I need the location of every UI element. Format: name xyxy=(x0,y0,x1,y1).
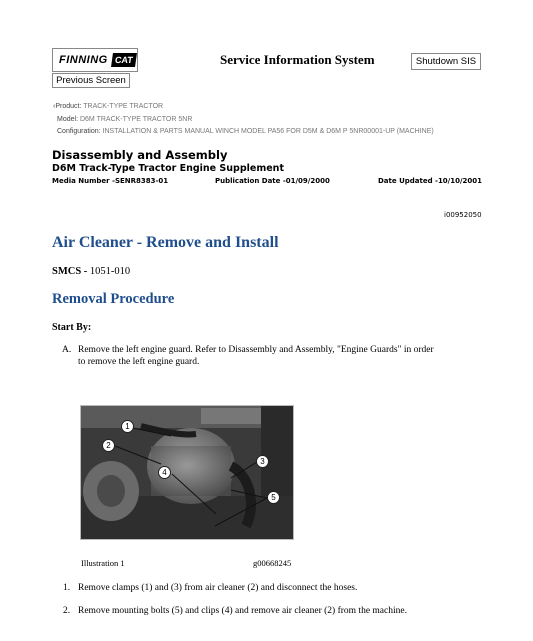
removal-procedure-heading: Removal Procedure xyxy=(52,291,175,307)
page-title: Service Information System xyxy=(220,52,375,67)
previous-screen-button[interactable]: Previous Screen xyxy=(52,73,130,88)
callout-2: 2 xyxy=(102,439,115,452)
media-number: Media Number -SENR8383-01 xyxy=(52,177,169,185)
step-1-text: Remove clamps (1) and (3) from air cleaner (2) and disconnect the hoses. xyxy=(78,583,358,593)
illustration-photo xyxy=(80,405,294,540)
finning-cat-logo xyxy=(52,48,138,72)
step-a-line2: to remove the left engine guard. xyxy=(78,357,200,367)
procedure-heading: Air Cleaner - Remove and Install xyxy=(52,234,279,251)
illustration-label: Illustration 1 xyxy=(81,558,125,568)
model-value: D6M TRACK-TYPE TRACTOR 5NR xyxy=(79,116,193,123)
illustration-id: g00668245 xyxy=(253,558,292,568)
product-label: Product: xyxy=(55,103,82,110)
step-2-marker: 2. xyxy=(63,606,71,616)
step-a-line1: Remove the left engine guard. Refer to Disassembly and Assembly, "Engine Guards" in order xyxy=(78,345,434,355)
smcs-line xyxy=(52,266,130,277)
section-title: Disassembly and Assembly xyxy=(52,148,228,162)
callout-5: 5 xyxy=(267,491,280,504)
cat-logo-mark: CAT xyxy=(111,53,137,67)
model-label: Model: xyxy=(57,116,79,123)
step-1-marker: 1. xyxy=(63,583,71,593)
smcs-label: SMCS - xyxy=(52,266,88,277)
model-line xyxy=(57,116,192,123)
document-subtitle: D6M Track-Type Tractor Engine Supplement xyxy=(52,163,284,174)
back-arrow-icon[interactable]: ‹ xyxy=(53,103,56,110)
callout-4: 4 xyxy=(158,466,171,479)
start-by-label: Start By: xyxy=(52,322,92,333)
publication-date: Publication Date -01/09/2000 xyxy=(215,177,330,185)
smcs-value: 1051-010 xyxy=(87,266,131,277)
callout-3: 3 xyxy=(256,455,269,468)
configuration-value: INSTALLATION & PARTS MANUAL WINCH MODEL PA56 FOR D5M & D6M P 5NR00001-UP (MACHINE) xyxy=(102,128,434,135)
product-line xyxy=(53,103,163,110)
shutdown-sis-button[interactable]: Shutdown SIS xyxy=(411,53,481,70)
configuration-label: Configuration: xyxy=(57,128,101,135)
document-id: i00952050 xyxy=(444,211,482,219)
step-a-marker: A. xyxy=(62,345,72,355)
date-updated: Date Updated -10/10/2001 xyxy=(378,177,483,185)
callout-1: 1 xyxy=(121,420,134,433)
air-cleaner-photo xyxy=(81,406,293,539)
product-value: TRACK-TYPE TRACTOR xyxy=(83,103,164,110)
step-2-text: Remove mounting bolts (5) and clips (4) and remove air cleaner (2) from the machine. xyxy=(78,606,407,616)
logo-text: FINNING xyxy=(59,54,108,66)
configuration-line xyxy=(57,128,434,135)
